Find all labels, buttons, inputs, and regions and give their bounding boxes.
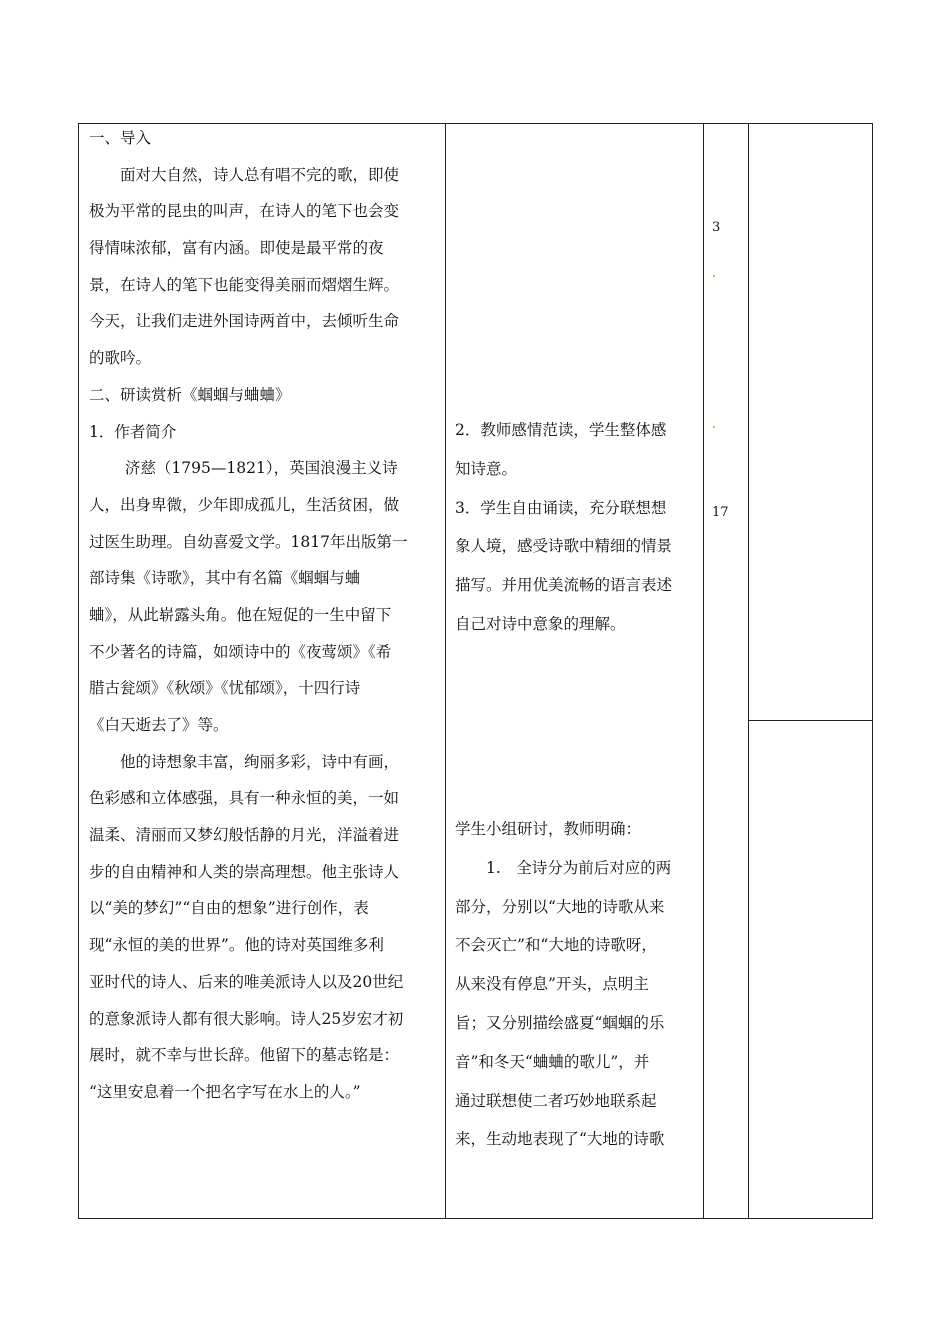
table-border-right — [872, 123, 873, 1219]
text-line: 色彩感和立体感强，具有一种永恒的美，一如 — [89, 789, 400, 808]
notes-cell-top — [749, 124, 872, 720]
text-line: 面对大自然，诗人总有唱不完的歌，即使 — [89, 165, 400, 184]
text-line: 来，生动地表现了“大地的诗歌 — [455, 1130, 665, 1149]
text-line: 象人境，感受诗歌中精细的情景 — [455, 537, 673, 556]
text-line: 展时，就不幸与世长辞。他留下的墓志铭是： — [89, 1046, 400, 1065]
text-line: 部诗集《诗歌》，其中有名篇《蝈蝈与蛐 — [89, 569, 361, 588]
text-line: 的意象派诗人都有很大影响。诗人25岁宏才初 — [89, 1009, 404, 1028]
text-line: 部分，分别以“大地的诗歌从来 — [455, 897, 665, 916]
text-line: 的歌吟。 — [89, 349, 152, 368]
text-line: 亚时代的诗人、后来的唯美派诗人以及20世纪 — [89, 972, 404, 991]
column-divider-1 — [445, 123, 446, 1219]
text-line: 不少著名的诗篇，如颂诗中的《夜莺颂》《希 — [89, 642, 392, 661]
text-line: 人，出身卑微，少年即成孤儿，生活贫困，做 — [89, 495, 400, 514]
table-border-bottom — [78, 1218, 873, 1219]
text-line: 3．学生自由诵读，充分联想想 — [455, 498, 667, 517]
notes-cell-bottom — [749, 721, 872, 1218]
text-line: 通过联想使二者巧妙地联系起 — [455, 1091, 657, 1110]
text-line: 他的诗想象丰富，绚丽多彩，诗中有画， — [89, 752, 400, 771]
text-line: 过医生助理。自幼喜爱文学。1817年出版第一 — [89, 532, 408, 551]
table-border-left — [78, 123, 79, 1219]
text-line: “这里安息着一个把名字写在水上的人。” — [89, 1082, 361, 1101]
text-line: 温柔、清丽而又梦幻般恬静的月光，洋溢着进 — [89, 826, 400, 845]
teaching-content-column — [89, 120, 439, 1111]
text-line: 一、导入 — [89, 129, 152, 147]
mark-dot — [713, 426, 715, 428]
time-minutes-reading: 17 — [712, 505, 729, 520]
text-line: 今天，让我们走进外国诗两首中，去倾听生命 — [89, 312, 400, 331]
text-line: 旨；又分别描绘盛夏“蝈蝈的乐 — [455, 1013, 665, 1032]
text-line: 1．作者简介 — [89, 422, 177, 441]
text-line: 知诗意。 — [455, 459, 518, 478]
text-line: 二、研读赏析《蝈蝈与蛐蛐》 — [89, 385, 291, 404]
text-line: 步的自由精神和人类的崇高理想。他主张诗人 — [89, 862, 400, 881]
time-minutes-intro: 3 — [712, 220, 721, 235]
text-line: 不会灭亡”和“大地的诗歌呀， — [455, 936, 657, 955]
student-activity-bottom — [455, 810, 699, 1159]
text-line: 音”和冬天“蛐蛐的歌儿”，并 — [455, 1052, 650, 1071]
text-line: 极为平常的昆虫的叫声，在诗人的笔下也会变 — [89, 202, 400, 221]
text-line: 自己对诗中意象的理解。 — [455, 614, 626, 633]
mark-dot — [713, 275, 715, 277]
text-line: 景，在诗人的笔下也能变得美丽而熠熠生辉。 — [89, 275, 400, 294]
text-line: 描写。并用优美流畅的语言表述 — [455, 576, 673, 595]
text-line: 从来没有停息”开头，点明主 — [455, 975, 649, 994]
column-divider-2 — [703, 123, 704, 1219]
text-line: 蛐》，从此崭露头角。他在短促的一生中留下 — [89, 605, 392, 624]
text-line: 现“永恒的美的世界”。他的诗对英国维多利 — [89, 936, 384, 955]
text-line: 1. 全诗分为前后对应的两 — [455, 858, 672, 877]
text-line: 济慈（1795—1821），英国浪漫主义诗 — [89, 459, 398, 478]
text-line: 2．教师感情范读，学生整体感 — [455, 421, 667, 439]
text-line: 得情味浓郁，富有内涵。即使是最平常的夜 — [89, 239, 384, 258]
text-line: 《白天逝去了》等。 — [89, 716, 229, 734]
student-activity-top — [455, 411, 699, 644]
text-line: 以“美的梦幻”“自由的想象”进行创作，表 — [89, 899, 369, 918]
text-line: 腊古瓮颂》《秋颂》《忧郁颂》，十四行诗 — [89, 679, 361, 698]
text-line: 学生小组研讨，教师明确： — [455, 820, 642, 838]
